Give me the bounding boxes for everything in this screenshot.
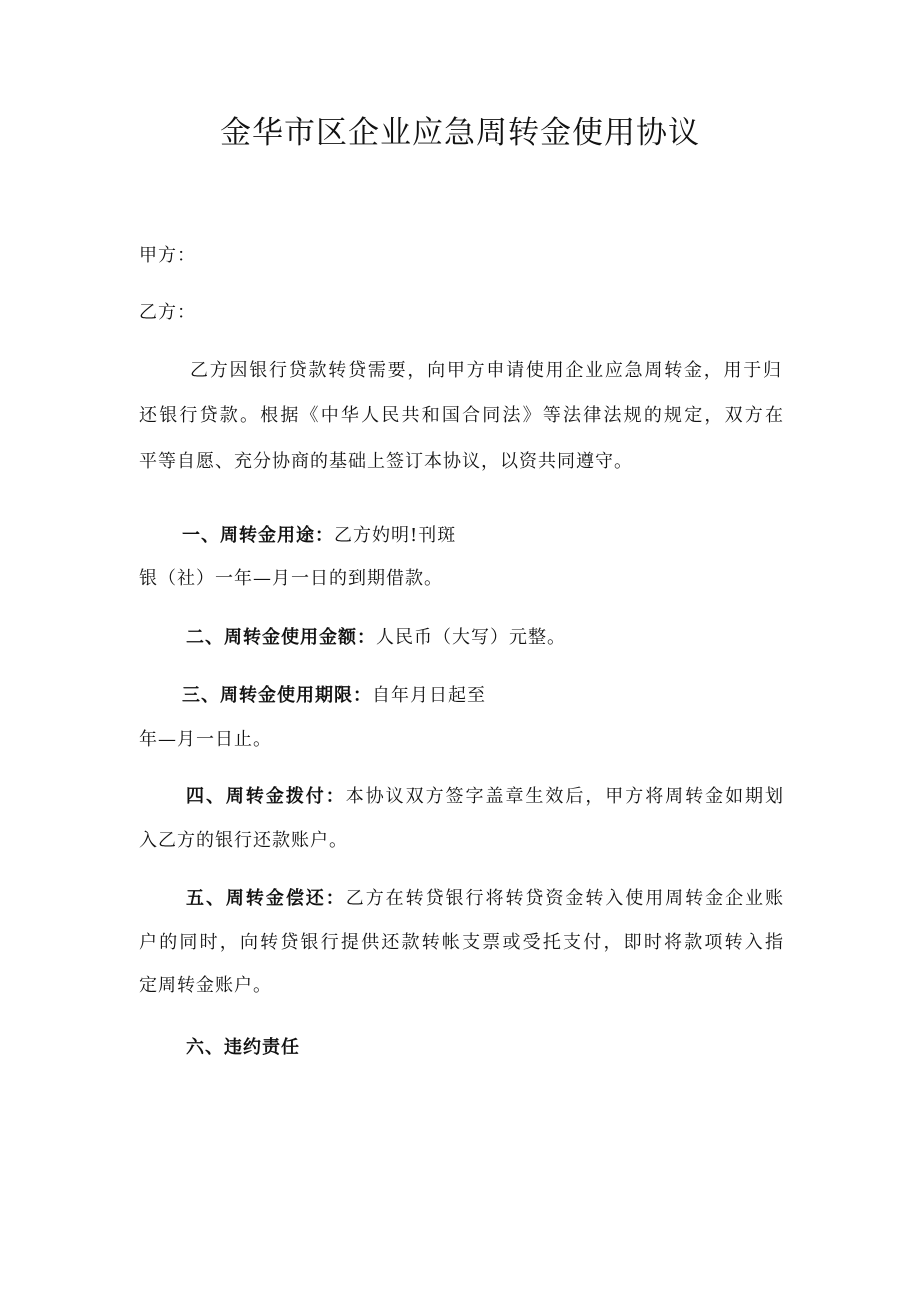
clause-heading: 四、周转金拨付：: [186, 786, 346, 807]
clause-disbursement: [186, 784, 784, 810]
clause-repayment-line-3: 定周转金账户。: [139, 975, 272, 996]
clause-term: [182, 683, 827, 709]
clause-heading: 二、周转金使用金额：: [186, 627, 376, 648]
clause-text: 人民币（大写）元整。: [376, 627, 566, 648]
clause-liability: [186, 1035, 831, 1061]
clause-text: 乙方在转贷银行将转贷资金转入使用周转金企业账: [345, 888, 785, 909]
clause-amount: [186, 625, 831, 651]
clause-heading: 一、周转金用途：: [182, 525, 334, 546]
clause-heading: 五、周转金偿还：: [186, 888, 346, 909]
clause-text: 乙方妁明!刊斑: [334, 525, 457, 546]
clause-text: 自年月日起至: [372, 685, 486, 706]
clause-purpose: [182, 523, 827, 549]
preamble-line-3: 平等自愿、充分协商的基础上签订本协议，以资共同遵守。: [139, 451, 633, 472]
clause-term-line-2: 年—月一日止。: [139, 729, 272, 750]
clause-purpose-line-2: 银（社）一年—月一日的到期借款。: [139, 568, 443, 589]
clause-disbursement-line-2: 入乙方的银行还款账户。: [139, 830, 348, 851]
clause-repayment-line-2: 户的同时，向转贷银行提供还款转帐支票或受托支付，即时将款项转入指: [139, 932, 784, 953]
clause-heading: 三、周转金使用期限：: [182, 685, 372, 706]
party-a-label: 甲方：: [139, 245, 196, 266]
document-title: 金华市区企业应急周转金使用协议: [220, 115, 700, 151]
clause-text: 本协议双方签字盖章生效后，甲方将周转金如期划: [345, 786, 785, 807]
preamble-line-1: 乙方因银行贷款转贷需要，向甲方申请使用企业应急周转金，用于归: [190, 360, 782, 381]
preamble-line-2: 还银行贷款。根据《中华人民共和国合同法》等法律法规的规定，双方在: [139, 405, 784, 426]
party-b-label: 乙方：: [139, 302, 196, 323]
clause-repayment: [186, 886, 784, 912]
clause-heading: 六、违约责任: [186, 1037, 300, 1058]
